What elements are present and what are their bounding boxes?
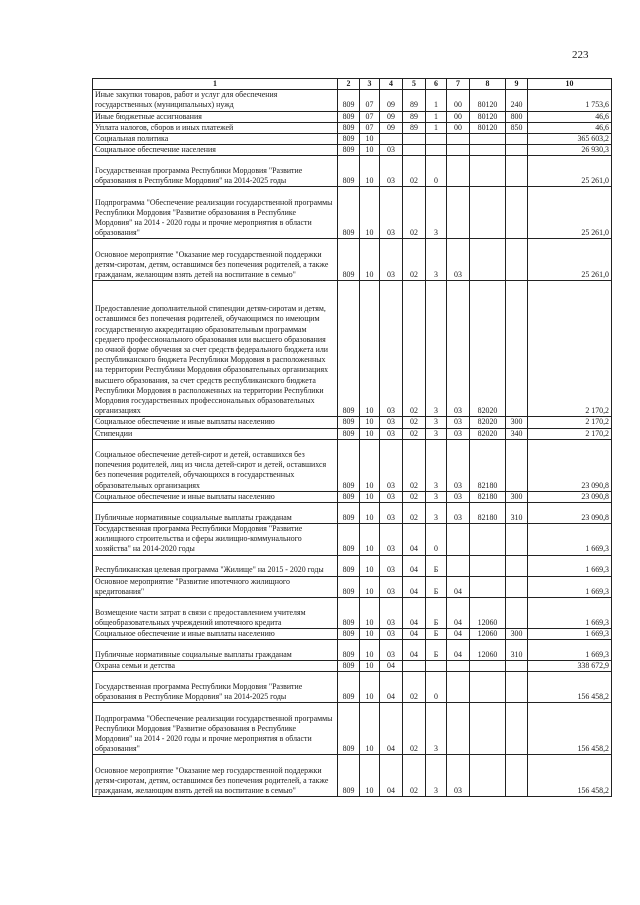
header-row	[93, 79, 612, 90]
program-code: 02	[403, 491, 426, 502]
subsection-code: 03	[380, 629, 403, 640]
item-name: Стипендии	[93, 428, 338, 439]
subsection-code: 03	[380, 145, 403, 156]
subsection-code: 04	[380, 672, 403, 703]
program-code: 89	[403, 111, 426, 122]
direction-code	[470, 156, 506, 187]
event-code: 00	[447, 90, 470, 111]
amount: 25 261,0	[528, 187, 612, 239]
section-code: 10	[360, 491, 380, 502]
subprogram-code: 3	[426, 503, 447, 524]
column-header: 2	[338, 79, 360, 90]
column-header: 3	[360, 79, 380, 90]
program-code: 02	[403, 187, 426, 239]
table-row	[93, 122, 612, 133]
column-header: 4	[380, 79, 403, 90]
amount: 26 930,3	[528, 145, 612, 156]
section-code: 10	[360, 629, 380, 640]
direction-code: 12060	[470, 640, 506, 661]
table-row	[93, 555, 612, 576]
expense-type-code: 240	[506, 90, 528, 111]
event-code: 04	[447, 640, 470, 661]
direction-code	[470, 555, 506, 576]
direction-code: 80120	[470, 90, 506, 111]
program-code: 02	[403, 428, 426, 439]
ministry-code: 809	[338, 428, 360, 439]
column-header: 10	[528, 79, 612, 90]
item-name: Государственная программа Республики Мордовия "Развитие жилищного строительства и сферы жилищно-коммунального хозяйства" на 2014-2020 годы	[93, 524, 338, 556]
column-header: 9	[506, 79, 528, 90]
subsection-code: 09	[380, 122, 403, 133]
event-code: 03	[447, 281, 470, 417]
direction-code: 82180	[470, 503, 506, 524]
subprogram-code: Б	[426, 576, 447, 597]
subprogram-code	[426, 134, 447, 145]
program-code: 04	[403, 524, 426, 556]
section-code: 10	[360, 598, 380, 629]
program-code: 02	[403, 672, 426, 703]
amount: 1 669,3	[528, 524, 612, 556]
subsection-code: 03	[380, 598, 403, 629]
expense-type-code: 300	[506, 629, 528, 640]
program-code: 04	[403, 555, 426, 576]
budget-table	[92, 78, 612, 797]
expense-type-code	[506, 281, 528, 417]
subsection-code: 03	[380, 503, 403, 524]
amount: 23 090,8	[528, 503, 612, 524]
amount: 2 170,2	[528, 281, 612, 417]
amount: 156 458,2	[528, 672, 612, 703]
table-row	[93, 703, 612, 755]
amount: 1 669,3	[528, 640, 612, 661]
subprogram-code	[426, 145, 447, 156]
section-code: 10	[360, 661, 380, 672]
subprogram-code: 0	[426, 672, 447, 703]
subprogram-code: 3	[426, 491, 447, 502]
direction-code	[470, 187, 506, 239]
program-code: 02	[403, 239, 426, 281]
program-code: 89	[403, 122, 426, 133]
subsection-code: 03	[380, 576, 403, 597]
expense-type-code	[506, 661, 528, 672]
column-header: 5	[403, 79, 426, 90]
item-name: Социальное обеспечение и иные выплаты населению	[93, 491, 338, 502]
subprogram-code: Б	[426, 555, 447, 576]
event-code	[447, 703, 470, 755]
subprogram-code: 0	[426, 156, 447, 187]
amount: 1 669,3	[528, 598, 612, 629]
item-name: Социальное обеспечение и иные выплаты населению	[93, 417, 338, 428]
program-code: 02	[403, 755, 426, 797]
section-code: 07	[360, 122, 380, 133]
subprogram-code: 3	[426, 755, 447, 797]
item-name: Предоставление дополнительной стипендии детям-сиротам и детям, оставшимся без попечения родителей, обучающимся по имеющим государственную аккредитацию образовательным программам среднего профессионального образования или высшего образования по очной форме обучения за счет средств федерального бюджета или республиканского бюджета Республики Мордовия в расположенных на территории Республики Мордовия образовательных организациях высшего образования, за счет средств республиканского бюджета Республики Мордовия в расположенных на территории Республики Мордовия государственных профессиональных образовательных организациях	[93, 281, 338, 417]
subprogram-code: 1	[426, 122, 447, 133]
subsection-code: 03	[380, 491, 403, 502]
table-row	[93, 661, 612, 672]
event-code	[447, 145, 470, 156]
column-header: 8	[470, 79, 506, 90]
direction-code	[470, 703, 506, 755]
ministry-code: 809	[338, 134, 360, 145]
subprogram-code: 3	[426, 428, 447, 439]
item-name: Социальное обеспечение детей-сирот и детей, оставшихся без попечения родителей, лиц из числа детей-сирот и детей, оставшихся без попечения родителей, обучающихся в государственных образовательных организациях	[93, 439, 338, 491]
subsection-code: 03	[380, 187, 403, 239]
subsection-code: 03	[380, 428, 403, 439]
direction-code: 82180	[470, 491, 506, 502]
event-code: 03	[447, 491, 470, 502]
subprogram-code: 3	[426, 281, 447, 417]
ministry-code: 809	[338, 598, 360, 629]
expense-type-code	[506, 576, 528, 597]
ministry-code: 809	[338, 503, 360, 524]
item-name: Иные бюджетные ассигнования	[93, 111, 338, 122]
event-code	[447, 672, 470, 703]
section-code: 10	[360, 417, 380, 428]
section-code: 10	[360, 672, 380, 703]
ministry-code: 809	[338, 576, 360, 597]
amount: 156 458,2	[528, 755, 612, 797]
item-name: Республиканская целевая программа "Жилище" на 2015 - 2020 годы	[93, 555, 338, 576]
item-name: Подпрограмма "Обеспечение реализации государственной программы Республики Мордовия "Развитие образования в Республике Мордовия" на 2014 - 2020 годы и прочие мероприятия в области образования"	[93, 703, 338, 755]
ministry-code: 809	[338, 90, 360, 111]
subprogram-code: 1	[426, 90, 447, 111]
item-name: Публичные нормативные социальные выплаты гражданам	[93, 640, 338, 661]
subsection-code: 03	[380, 239, 403, 281]
subprogram-code	[426, 661, 447, 672]
amount: 2 170,2	[528, 417, 612, 428]
expense-type-code	[506, 555, 528, 576]
direction-code	[470, 524, 506, 556]
direction-code	[470, 672, 506, 703]
section-code: 07	[360, 111, 380, 122]
ministry-code: 809	[338, 555, 360, 576]
direction-code: 12060	[470, 598, 506, 629]
item-name: Социальная политика	[93, 134, 338, 145]
program-code: 04	[403, 629, 426, 640]
direction-code: 80120	[470, 122, 506, 133]
table-row	[93, 524, 612, 556]
subsection-code: 03	[380, 156, 403, 187]
section-code: 10	[360, 439, 380, 491]
table-row	[93, 428, 612, 439]
subsection-code: 03	[380, 439, 403, 491]
direction-code: 82180	[470, 439, 506, 491]
program-code: 02	[403, 156, 426, 187]
event-code: 04	[447, 576, 470, 597]
column-header: 6	[426, 79, 447, 90]
ministry-code: 809	[338, 156, 360, 187]
direction-code	[470, 134, 506, 145]
expense-type-code	[506, 145, 528, 156]
subsection-code: 09	[380, 90, 403, 111]
item-name: Возмещение части затрат в связи с предоставлением учителям общеобразовательных учреждений ипотечного кредита	[93, 598, 338, 629]
section-code: 10	[360, 703, 380, 755]
direction-code: 82020	[470, 417, 506, 428]
ministry-code: 809	[338, 417, 360, 428]
subprogram-code: Б	[426, 640, 447, 661]
ministry-code: 809	[338, 187, 360, 239]
item-name: Подпрограмма "Обеспечение реализации государственной программы Республики Мордовия "Развитие образования в Республике Мордовия" на 2014 - 2020 годы и прочие мероприятия в области образования"	[93, 187, 338, 239]
direction-code	[470, 755, 506, 797]
item-name: Иные закупки товаров, работ и услуг для обеспечения государственных (муниципальных) нужд	[93, 90, 338, 111]
section-code: 10	[360, 187, 380, 239]
expense-type-code	[506, 439, 528, 491]
item-name: Охрана семьи и детства	[93, 661, 338, 672]
item-name: Государственная программа Республики Мордовия "Развитие образования в Республике Мордовия" на 2014-2025 годы	[93, 156, 338, 187]
amount: 1 753,6	[528, 90, 612, 111]
subsection-code: 03	[380, 524, 403, 556]
subsection-code: 04	[380, 703, 403, 755]
item-name: Социальное обеспечение и иные выплаты населению	[93, 629, 338, 640]
expense-type-code	[506, 598, 528, 629]
amount: 365 603,2	[528, 134, 612, 145]
table-row	[93, 576, 612, 597]
table-row	[93, 90, 612, 111]
direction-code	[470, 576, 506, 597]
subprogram-code: 3	[426, 239, 447, 281]
item-name: Социальное обеспечение населения	[93, 145, 338, 156]
item-name: Государственная программа Республики Мордовия "Развитие образования в Республике Мордовия" на 2014-2025 годы	[93, 672, 338, 703]
ministry-code: 809	[338, 524, 360, 556]
subsection-code: 03	[380, 417, 403, 428]
section-code: 10	[360, 145, 380, 156]
expense-type-code	[506, 187, 528, 239]
section-code: 10	[360, 503, 380, 524]
event-code: 03	[447, 755, 470, 797]
direction-code: 80120	[470, 111, 506, 122]
section-code: 10	[360, 281, 380, 417]
ministry-code: 809	[338, 111, 360, 122]
item-name: Основное мероприятие "Развитие ипотечного жилищного кредитования"	[93, 576, 338, 597]
program-code: 89	[403, 90, 426, 111]
section-code: 10	[360, 239, 380, 281]
table-body	[93, 90, 612, 797]
table-row	[93, 187, 612, 239]
expense-type-code	[506, 156, 528, 187]
column-header: 1	[93, 79, 338, 90]
table-row	[93, 640, 612, 661]
item-name: Основное мероприятие "Оказание мер государственной поддержки детям-сиротам, детям, оставшимся без попечения родителей, а также гражданам, желающим взять детей на воспитание в семью"	[93, 755, 338, 797]
subprogram-code: 3	[426, 417, 447, 428]
event-code: 00	[447, 111, 470, 122]
section-code: 10	[360, 428, 380, 439]
section-code: 10	[360, 555, 380, 576]
amount: 1 669,3	[528, 629, 612, 640]
section-code: 10	[360, 524, 380, 556]
expense-type-code: 310	[506, 640, 528, 661]
amount: 1 669,3	[528, 555, 612, 576]
event-code	[447, 555, 470, 576]
table-row	[93, 439, 612, 491]
expense-type-code: 310	[506, 503, 528, 524]
amount: 25 261,0	[528, 156, 612, 187]
subprogram-code: 1	[426, 111, 447, 122]
section-code: 10	[360, 640, 380, 661]
program-code: 02	[403, 503, 426, 524]
column-header: 7	[447, 79, 470, 90]
page-number: 223	[572, 49, 589, 61]
event-code	[447, 524, 470, 556]
event-code	[447, 187, 470, 239]
table-row	[93, 111, 612, 122]
table-row	[93, 491, 612, 502]
direction-code	[470, 239, 506, 281]
ministry-code: 809	[338, 661, 360, 672]
ministry-code: 809	[338, 281, 360, 417]
event-code: 04	[447, 629, 470, 640]
subprogram-code: 3	[426, 703, 447, 755]
expense-type-code: 800	[506, 111, 528, 122]
subsection-code: 03	[380, 555, 403, 576]
amount: 1 669,3	[528, 576, 612, 597]
subprogram-code: 3	[426, 439, 447, 491]
ministry-code: 809	[338, 439, 360, 491]
item-name: Уплата налогов, сборов и иных платежей	[93, 122, 338, 133]
direction-code	[470, 661, 506, 672]
expense-type-code: 300	[506, 491, 528, 502]
event-code	[447, 156, 470, 187]
ministry-code: 809	[338, 491, 360, 502]
ministry-code: 809	[338, 703, 360, 755]
section-code: 07	[360, 90, 380, 111]
direction-code: 12060	[470, 629, 506, 640]
event-code: 03	[447, 417, 470, 428]
subsection-code: 03	[380, 281, 403, 417]
item-name: Публичные нормативные социальные выплаты гражданам	[93, 503, 338, 524]
subprogram-code: 0	[426, 524, 447, 556]
amount: 46,6	[528, 111, 612, 122]
subsection-code: 04	[380, 661, 403, 672]
table-row	[93, 281, 612, 417]
section-code: 10	[360, 156, 380, 187]
amount: 2 170,2	[528, 428, 612, 439]
event-code: 00	[447, 122, 470, 133]
item-name: Основное мероприятие "Оказание мер государственной поддержки детям-сиротам, детям, оставшимся без попечения родителей, а также гражданам, желающим взять детей на воспитание в семью"	[93, 239, 338, 281]
event-code	[447, 661, 470, 672]
expense-type-code	[506, 239, 528, 281]
ministry-code: 809	[338, 145, 360, 156]
table-row	[93, 755, 612, 797]
event-code	[447, 134, 470, 145]
table-row	[93, 145, 612, 156]
table-row	[93, 598, 612, 629]
direction-code	[470, 145, 506, 156]
expense-type-code	[506, 134, 528, 145]
program-code	[403, 134, 426, 145]
subprogram-code: Б	[426, 629, 447, 640]
direction-code: 82020	[470, 428, 506, 439]
program-code: 02	[403, 281, 426, 417]
subsection-code: 04	[380, 755, 403, 797]
program-code: 02	[403, 703, 426, 755]
amount: 156 458,2	[528, 703, 612, 755]
section-code: 10	[360, 134, 380, 145]
event-code: 03	[447, 439, 470, 491]
program-code: 02	[403, 417, 426, 428]
expense-type-code	[506, 672, 528, 703]
table-row	[93, 503, 612, 524]
expense-type-code	[506, 755, 528, 797]
program-code	[403, 145, 426, 156]
subsection-code: 09	[380, 111, 403, 122]
program-code: 04	[403, 576, 426, 597]
event-code: 04	[447, 598, 470, 629]
section-code: 10	[360, 755, 380, 797]
expense-type-code: 850	[506, 122, 528, 133]
expense-type-code: 340	[506, 428, 528, 439]
subsection-code	[380, 134, 403, 145]
table-row	[93, 417, 612, 428]
ministry-code: 809	[338, 755, 360, 797]
amount: 338 672,9	[528, 661, 612, 672]
table-row	[93, 672, 612, 703]
ministry-code: 809	[338, 239, 360, 281]
ministry-code: 809	[338, 672, 360, 703]
subprogram-code: 3	[426, 187, 447, 239]
table-row	[93, 239, 612, 281]
program-code: 02	[403, 439, 426, 491]
ministry-code: 809	[338, 122, 360, 133]
section-code: 10	[360, 576, 380, 597]
amount: 46,6	[528, 122, 612, 133]
program-code: 04	[403, 640, 426, 661]
direction-code: 82020	[470, 281, 506, 417]
table-row	[93, 629, 612, 640]
expense-type-code	[506, 524, 528, 556]
amount: 23 090,8	[528, 491, 612, 502]
table-row	[93, 156, 612, 187]
table-row	[93, 134, 612, 145]
program-code	[403, 661, 426, 672]
ministry-code: 809	[338, 629, 360, 640]
ministry-code: 809	[338, 640, 360, 661]
program-code: 04	[403, 598, 426, 629]
subprogram-code: Б	[426, 598, 447, 629]
event-code: 03	[447, 239, 470, 281]
event-code: 03	[447, 428, 470, 439]
event-code: 03	[447, 503, 470, 524]
expense-type-code	[506, 703, 528, 755]
expense-type-code: 300	[506, 417, 528, 428]
subsection-code: 03	[380, 640, 403, 661]
amount: 25 261,0	[528, 239, 612, 281]
amount: 23 090,8	[528, 439, 612, 491]
